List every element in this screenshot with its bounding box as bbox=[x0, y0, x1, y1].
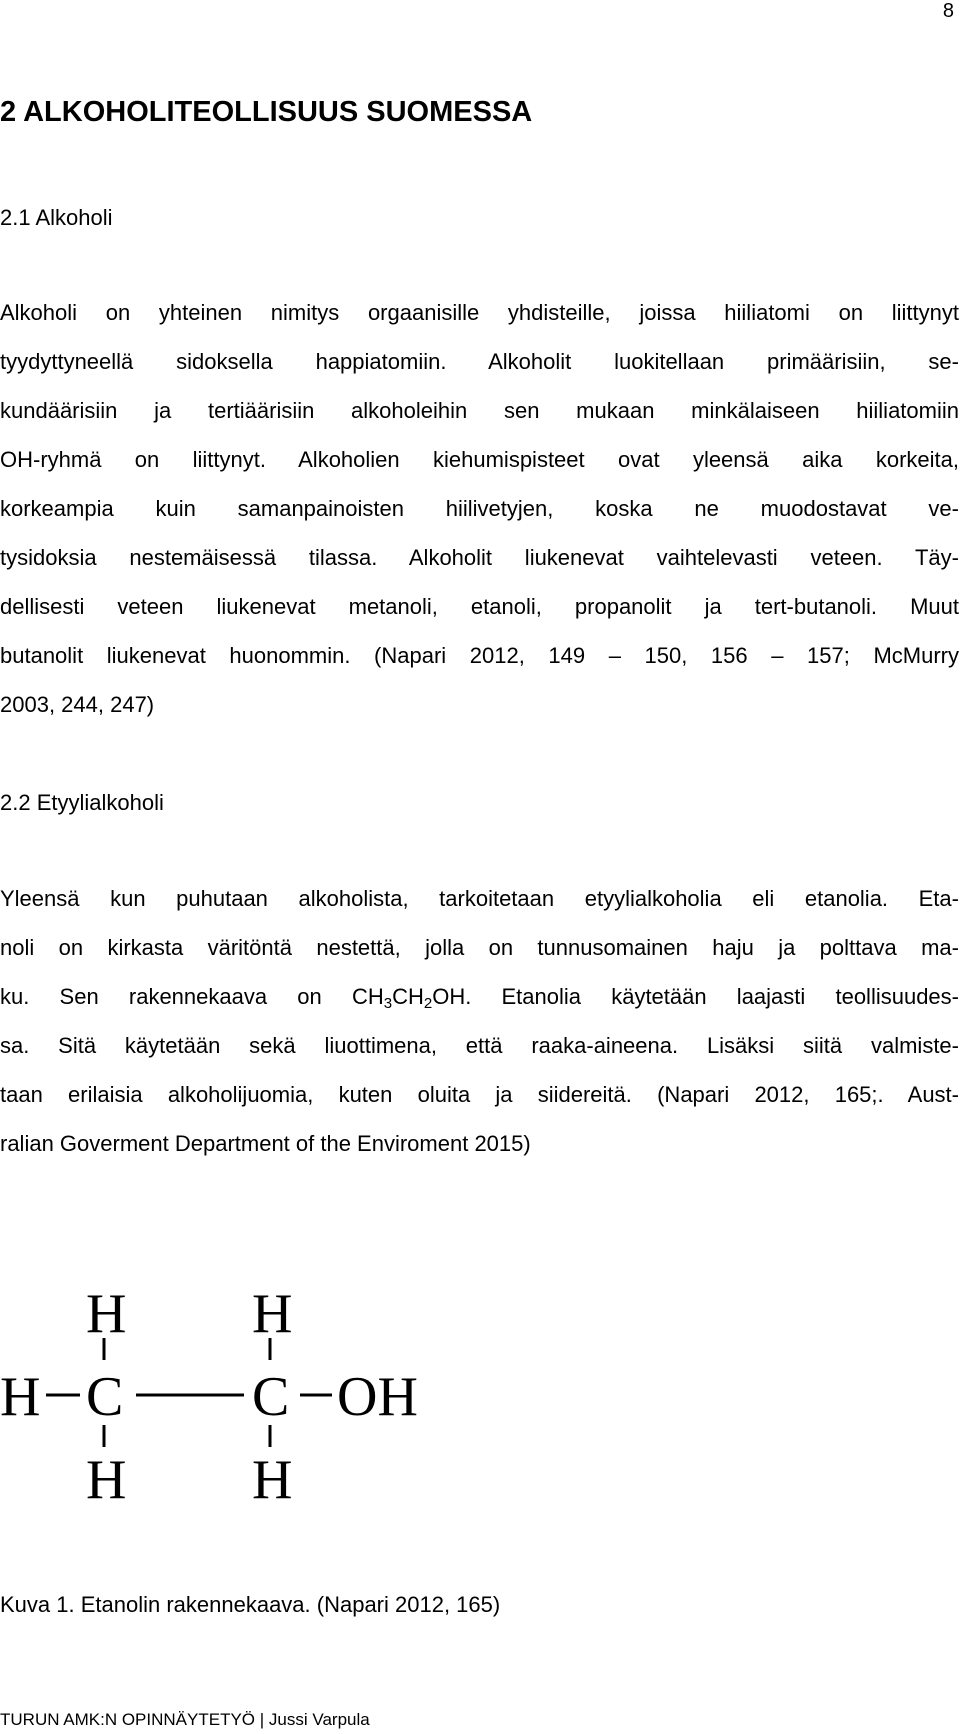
paragraph-line: butanolit liukenevat huonommin. (Napari 2012, 149 – 150, 156 – 157; McMurry bbox=[0, 643, 959, 668]
carbon-1: C bbox=[86, 1366, 124, 1428]
paragraph-line: OH-ryhmä on liittynyt. Alkoholien kiehumispisteet ovat yleensä aika korkeita, bbox=[0, 447, 959, 472]
formula-text-after: OH. Etanolia käytetään laajasti teollisuudes- bbox=[432, 984, 959, 1009]
chapter-title: 2 ALKOHOLITEOLLISUUS SUOMESSA bbox=[0, 96, 533, 128]
paragraph-line: Alkoholi on yhteinen nimitys orgaanisille yhdisteille, joissa hiiliatomi on liittynyt bbox=[0, 300, 959, 325]
footer-separator: | bbox=[259, 1710, 265, 1729]
paragraph-line-with-formula bbox=[0, 984, 959, 1010]
ethanol-structural-formula bbox=[0, 1270, 520, 1520]
hydrogen-top-right: H bbox=[252, 1283, 293, 1345]
subscript-3: 3 bbox=[383, 995, 393, 1012]
paragraph-line: taan erilaisia alkoholijuomia, kuten oluita ja siidereitä. (Napari 2012, 165;. Aust- bbox=[0, 1082, 959, 1107]
carbon-2: C bbox=[252, 1366, 290, 1428]
page-number: 8 bbox=[942, 0, 954, 22]
section-heading-alkoholi: 2.1 Alkoholi bbox=[0, 205, 113, 230]
paragraph-line: kundäärisiin ja tertiäärisiin alkoholeihin sen mukaan minkälaiseen hiiliatomiin bbox=[0, 398, 959, 423]
figure-caption: Kuva 1. Etanolin rakennekaava. (Napari 2012, 165) bbox=[0, 1592, 501, 1617]
page-footer bbox=[0, 1710, 370, 1730]
paragraph-line: sa. Sitä käytetään sekä liuottimena, että raaka-aineena. Lisäksi siitä valmiste- bbox=[0, 1033, 959, 1058]
hydrogen-left: H bbox=[0, 1366, 41, 1428]
paragraph-line: tyydyttyneellä sidoksella happiatomiin. Alkoholit luokitellaan primäärisiin, se- bbox=[0, 349, 959, 374]
paragraph-line: 2003, 244, 247) bbox=[0, 692, 155, 717]
paragraph-line: ralian Goverment Department of the Enviroment 2015) bbox=[0, 1131, 531, 1156]
paragraph-line: noli on kirkasta väritöntä nestettä, jolla on tunnusomainen haju ja polttava ma- bbox=[0, 935, 959, 960]
hydroxyl-group: OH bbox=[337, 1366, 418, 1428]
paragraph-line: tysidoksia nestemäisessä tilassa. Alkoholit liukenevat vaihtelevasti veteen. Täy- bbox=[0, 545, 959, 570]
hydrogen-bottom-right: H bbox=[252, 1449, 293, 1511]
formula-text-middle: CH bbox=[392, 984, 424, 1009]
hydrogen-top-left: H bbox=[86, 1283, 127, 1345]
paragraph-line: Yleensä kun puhutaan alkoholista, tarkoitetaan etyylialkoholia eli etanolia. Eta- bbox=[0, 886, 959, 911]
footer-author: Jussi Varpula bbox=[268, 1710, 370, 1729]
subscript-2: 2 bbox=[423, 995, 433, 1012]
hydrogen-bottom-left: H bbox=[86, 1449, 127, 1511]
formula-text-before: ku. Sen rakennekaava on CH bbox=[0, 984, 384, 1009]
paragraph-line: dellisesti veteen liukenevat metanoli, etanoli, propanolit ja tert-butanoli. Muut bbox=[0, 594, 959, 619]
section-heading-etyylialkoholi: 2.2 Etyylialkoholi bbox=[0, 790, 164, 815]
footer-institution: TURUN AMK:N OPINNÄYTETYÖ bbox=[0, 1710, 256, 1729]
paragraph-line: korkeampia kuin samanpainoisten hiilivetyjen, koska ne muodostavat ve- bbox=[0, 496, 959, 521]
